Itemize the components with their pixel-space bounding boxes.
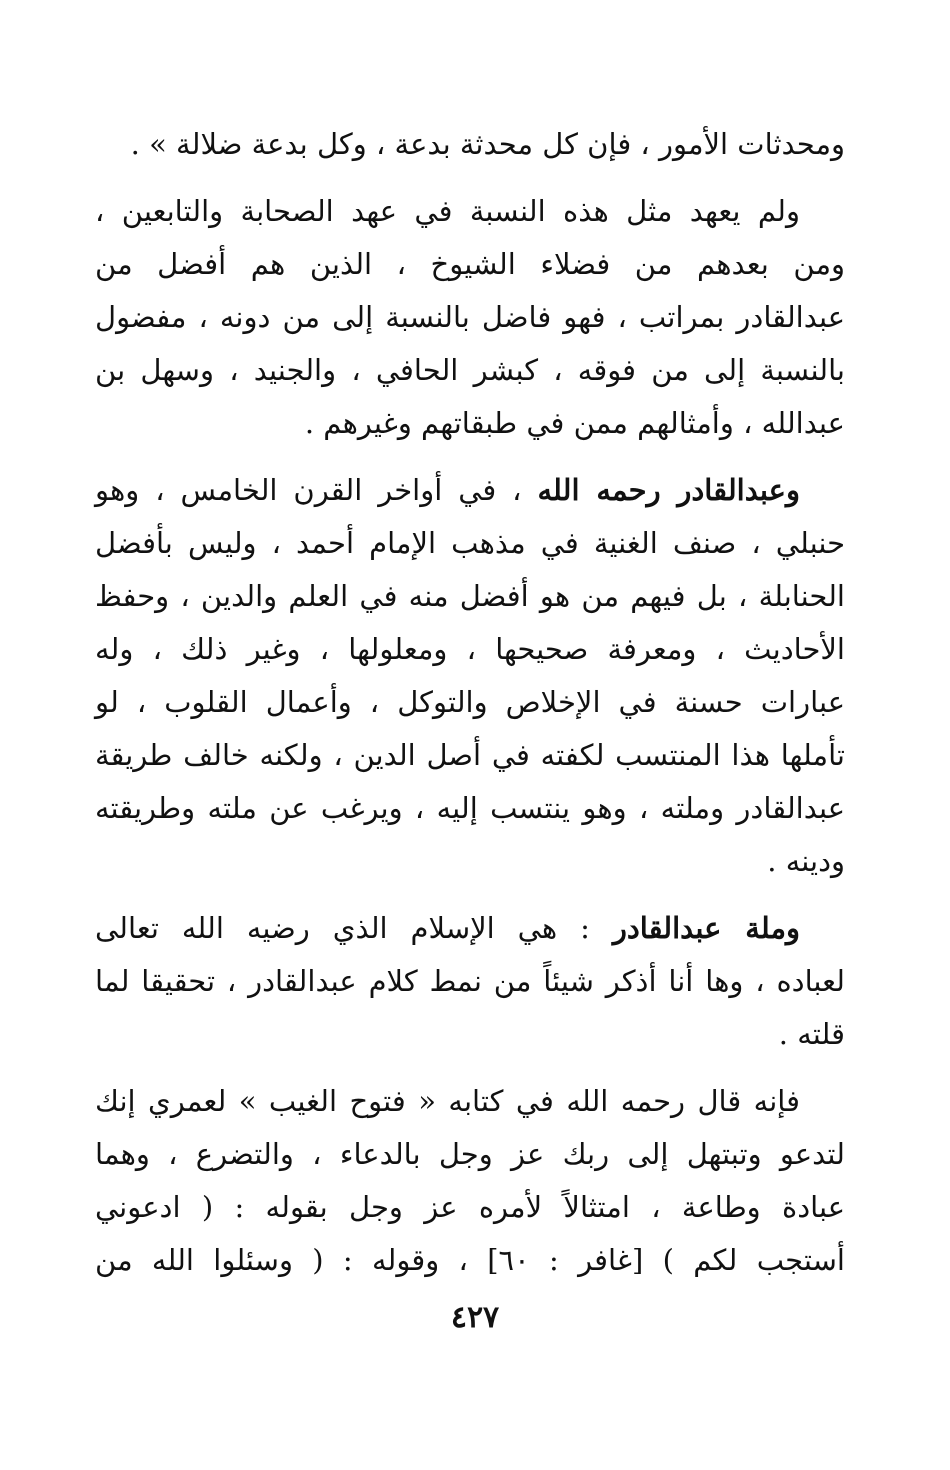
page-number: ٤٢٧ [450,1300,500,1335]
text-line-first [95,902,845,955]
text-run: ، في أواخر القرن الخامس ، وهو [95,473,538,507]
text-line: عبدالقادر بمراتب ، فهو فاضل بالنسبة إلى من دونه ، مفضول [95,300,845,334]
text-line: عبدالقادر وملته ، وهو ينتسب إليه ، ويرغب عن ملته وطريقته [95,791,845,825]
text-line: ودينه . [767,844,845,878]
text-line: ومحدثات الأمور ، فإن كل محدثة بدعة ، وكل بدعة ضلالة » . [130,127,845,161]
paragraph-4 [95,902,845,1061]
text-line: أستجب لكم ) [غافر : ٦٠] ، وقوله : ( وسئلوا الله من [95,1243,845,1277]
text-line: ولم يعهد مثل هذه النسبة في عهد الصحابة والتابعين ، [95,194,800,228]
page-body [95,118,845,1287]
text-line: فإنه قال رحمه الله في كتابه « فتوح الغيب » لعمري إنك [95,1084,800,1118]
text-run: : هي الإسلام الذي رضيه الله تعالى [95,911,613,945]
text-line: لتدعو وتبتهل إلى ربك عز وجل بالدعاء ، والتضرع ، وهما [95,1137,845,1171]
text-line: تأملها هذا المنتسب لكفته في أصل الدين ، ولكنه خالف طريقة [95,738,845,772]
bold-lead: وملة عبدالقادر [612,911,800,945]
text-line: عبادة وطاعة ، امتثالاً لأمره عز وجل بقوله : ( ادعوني [95,1190,846,1224]
paragraph-3 [95,464,845,888]
text-line: بالنسبة إلى من فوقه ، كبشر الحافي ، والجنيد ، وسهل بن [95,353,845,387]
bold-lead: وعبدالقادر رحمه الله [537,473,800,507]
text-line: الأحاديث ، ومعرفة صحيحها ، ومعلولها ، وغير ذلك ، وله [95,632,845,666]
paragraph-1 [95,118,845,171]
text-line: حنبلي ، صنف الغنية في مذهب الإمام أحمد ، وليس بأفضل [95,526,845,560]
text-line-first [95,464,845,517]
text-line: عبارات حسنة في الإخلاص والتوكل ، وأعمال القلوب ، لو [95,685,845,719]
text-line: لعباده ، وها أنا أذكر شيئاً من نمط كلام عبدالقادر ، تحقيقا لما [95,964,845,998]
paragraph-5 [95,1075,845,1287]
text-line: قلته . [778,1017,845,1051]
text-line: عبدالله ، وأمثالهم ممن في طبقاتهم وغيرهم . [304,406,845,440]
paragraph-2 [95,185,845,450]
text-line: ومن بعدهم من فضلاء الشيوخ ، الذين هم أفضل من [95,247,845,281]
text-line: الحنابلة ، بل فيهم من هو أفضل منه في العلم والدين ، وحفظ [95,579,845,613]
